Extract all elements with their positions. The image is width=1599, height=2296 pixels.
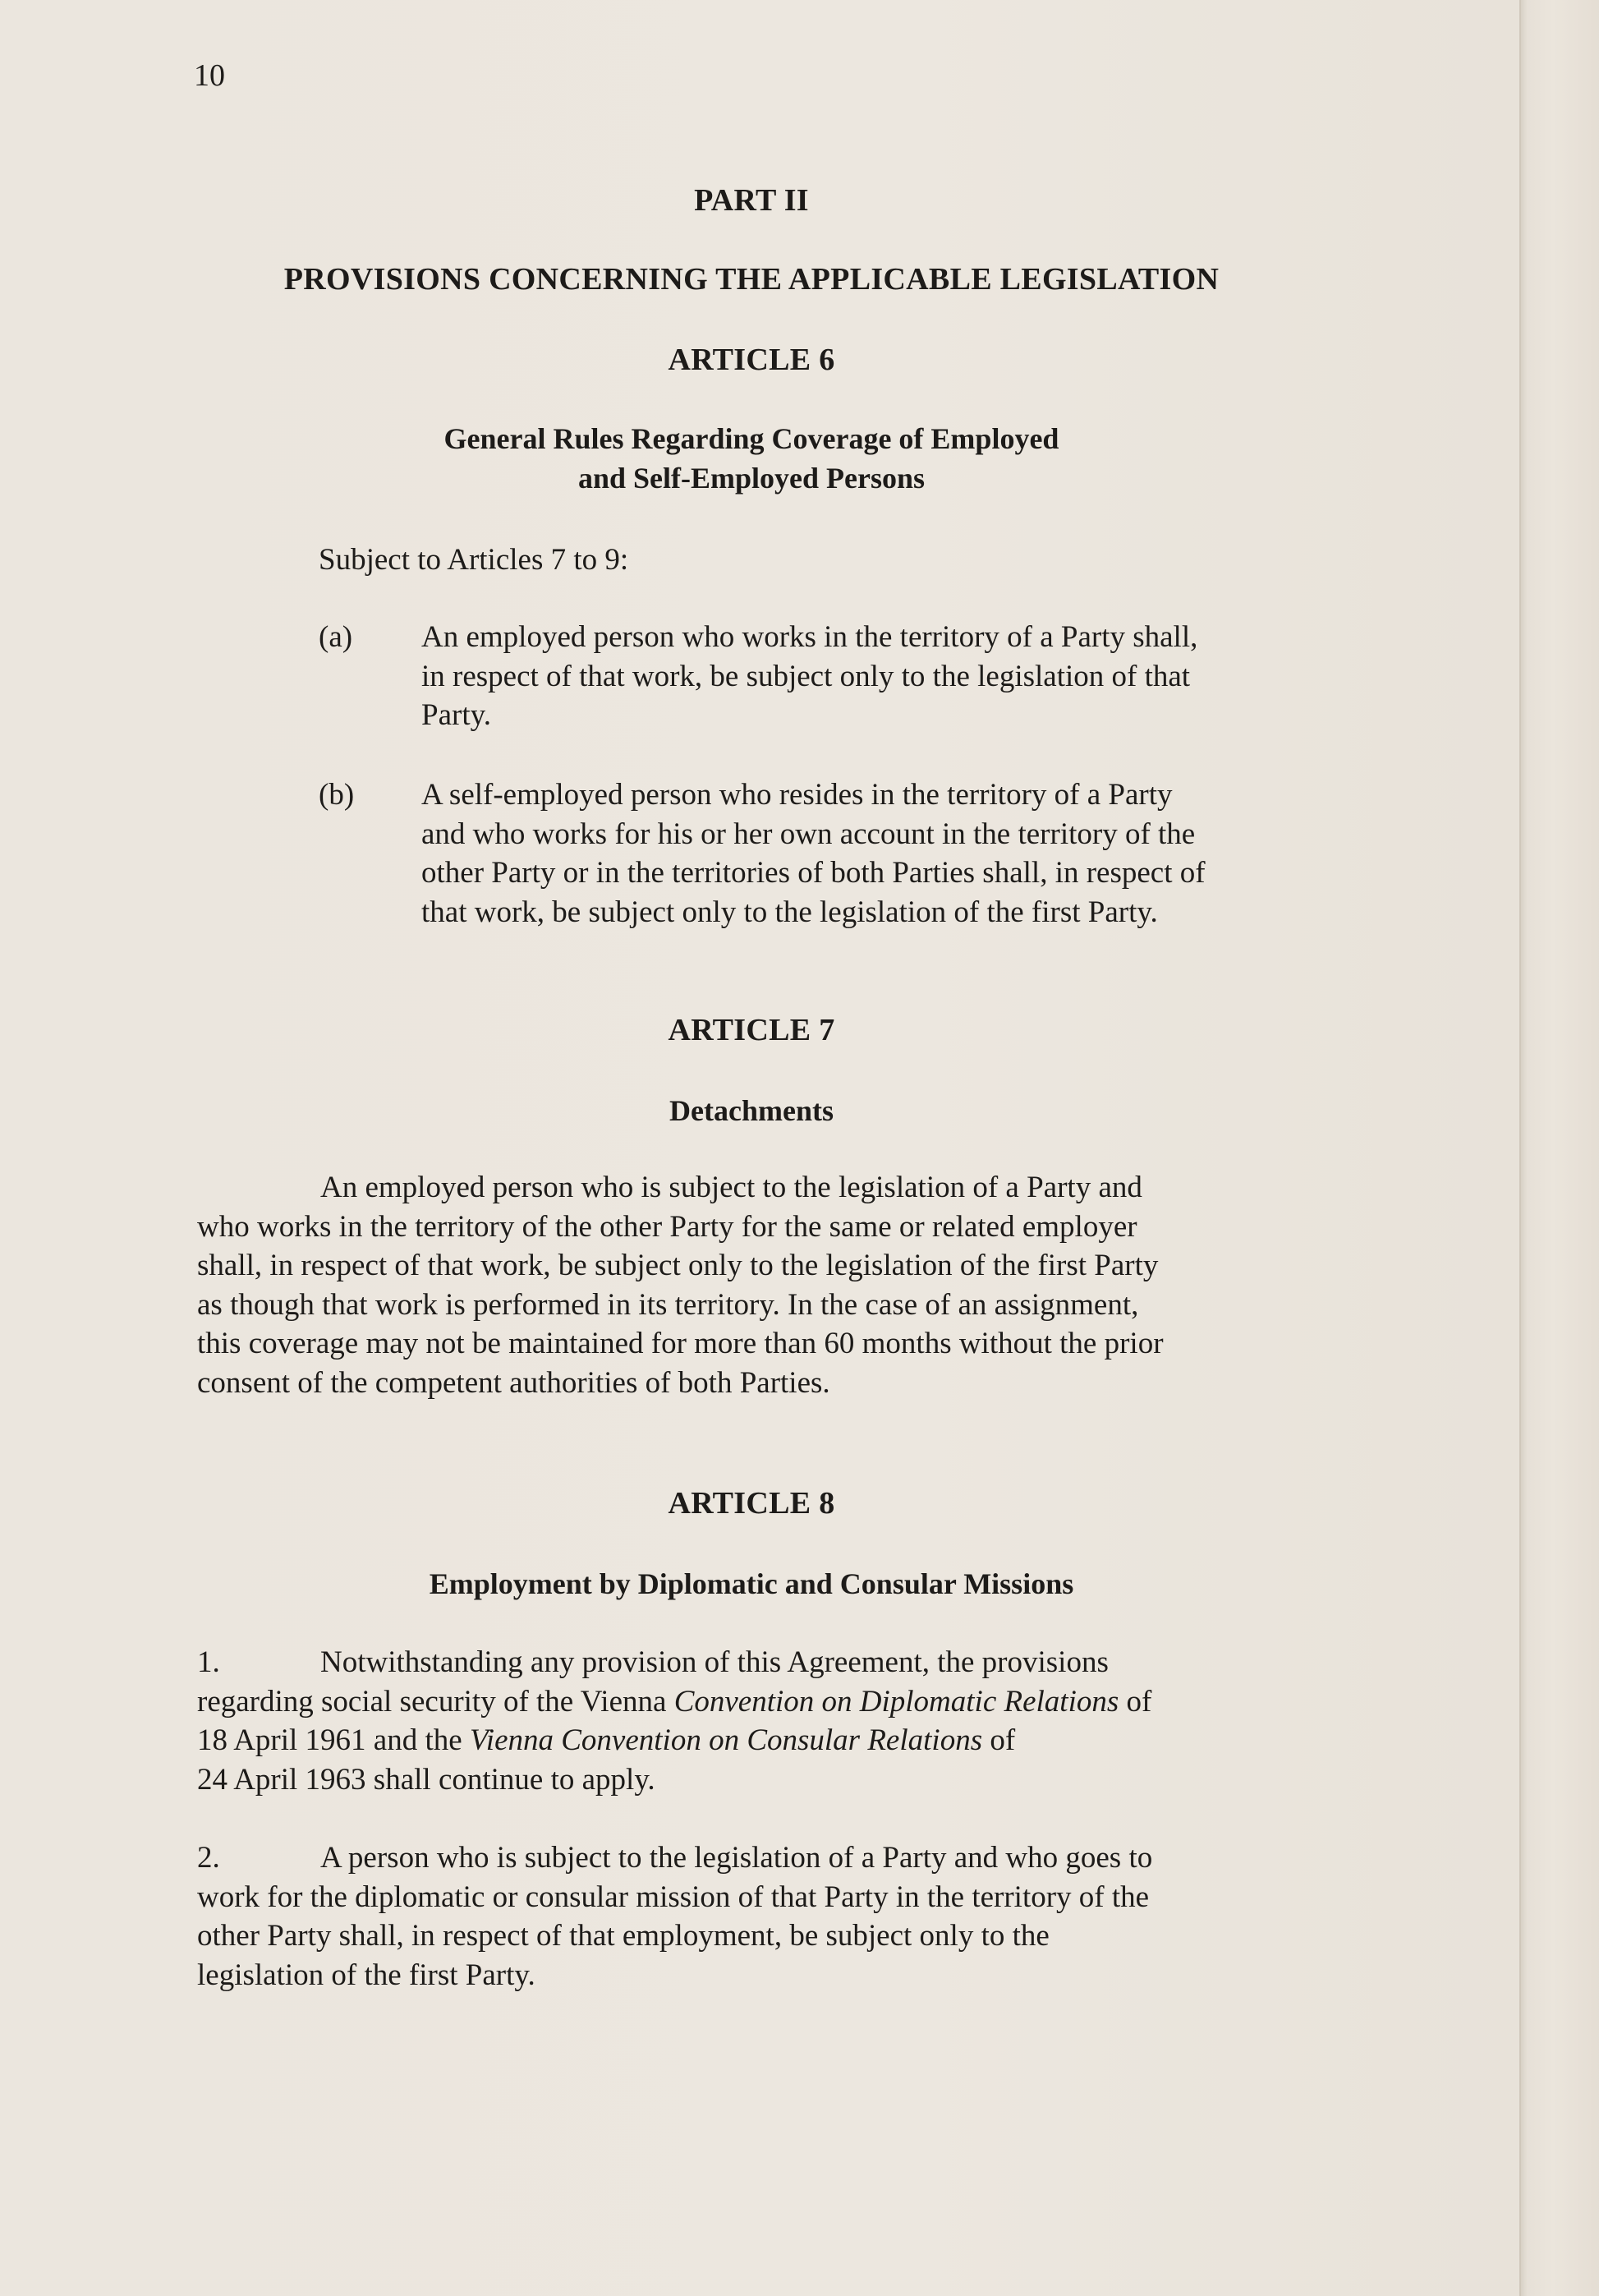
article-8-p1-line: of — [1119, 1684, 1152, 1719]
article-6-title: ARTICLE 6 — [668, 343, 835, 377]
page-edge — [1519, 0, 1599, 2296]
item-a-label: (a) — [319, 620, 353, 654]
article-8-p1-line: of — [982, 1723, 1016, 1757]
part-subtitle: PROVISIONS CONCERNING THE APPLICABLE LEGISLATION — [283, 262, 1220, 297]
item-b-text — [421, 775, 1325, 932]
article-7-heading: Detachments — [669, 1094, 834, 1127]
article-8-paragraph-1 — [197, 1643, 1330, 1799]
article-8-heading: Employment by Diplomatic and Consular Missions — [429, 1567, 1074, 1600]
item-a-text — [421, 618, 1325, 735]
article-8-p2-line: other Party shall, in respect of that employment, be subject only to the — [197, 1919, 1050, 1953]
article-6-heading-line-1: General Rules Regarding Coverage of Employed — [443, 422, 1059, 455]
paragraph-number: 2. — [197, 1841, 220, 1875]
item-a-line: in respect of that work, be subject only to the legislation of that — [421, 659, 1191, 693]
article-8-p2-line: legislation of the first Party. — [197, 1958, 535, 1992]
item-a-line: Party. — [421, 698, 491, 732]
article-7-line: shall, in respect of that work, be subject only to the legislation of the first Party — [197, 1249, 1159, 1282]
article-8-p2-line: A person who is subject to the legislation of a Party and who goes to — [320, 1841, 1153, 1875]
article-8-p2-line: work for the diplomatic or consular mission of that Party in the territory of the — [197, 1880, 1150, 1914]
article-6-heading-line-2: and Self-Employed Persons — [577, 462, 926, 495]
part-title: PART II — [694, 183, 809, 218]
article-7-title: ARTICLE 7 — [668, 1013, 835, 1047]
article-7-paragraph — [197, 1168, 1330, 1402]
item-b-label: (b) — [319, 778, 355, 812]
article-7-line: as though that work is performed in its territory. In the case of an assignment, — [197, 1287, 1139, 1322]
page-number: 10 — [194, 58, 225, 93]
article-8-p1-line: regarding social security of the Vienna — [197, 1684, 674, 1719]
paragraph-number: 1. — [197, 1645, 220, 1679]
article-7-line: consent of the competent authorities of both Parties. — [197, 1365, 830, 1400]
article-8-p1-line: 24 April 1963 shall continue to apply. — [197, 1762, 655, 1797]
article-8-p1-line: Notwithstanding any provision of this Agreement, the provisions — [320, 1645, 1109, 1679]
article-7-line: who works in the territory of the other Party for the same or related employer — [197, 1209, 1137, 1244]
item-b-line: A self-employed person who resides in the territory of a Party — [421, 778, 1173, 812]
item-b-line: and who works for his or her own account in the territory of the — [421, 817, 1196, 851]
article-8-title: ARTICLE 8 — [668, 1486, 835, 1521]
item-a-line: An employed person who works in the territory of a Party shall, — [421, 620, 1198, 654]
article-8-p1-line: 18 April 1961 and the — [197, 1723, 470, 1757]
convention-title: Vienna Convention on Consular Relations — [469, 1723, 983, 1757]
article-7-line: An employed person who is subject to the legislation of a Party and — [320, 1171, 1142, 1204]
article-6-intro: Subject to Articles 7 to 9: — [319, 543, 629, 577]
item-b-line: that work, be subject only to the legislation of the first Party. — [421, 895, 1158, 929]
article-6-heading — [0, 419, 1503, 498]
article-8-paragraph-2 — [197, 1838, 1330, 1995]
article-7-line: this coverage may not be maintained for more than 60 months without the prior — [197, 1327, 1164, 1360]
convention-title: Convention on Diplomatic Relations — [673, 1684, 1119, 1719]
item-b-line: other Party or in the territories of both Parties shall, in respect of — [421, 856, 1206, 890]
